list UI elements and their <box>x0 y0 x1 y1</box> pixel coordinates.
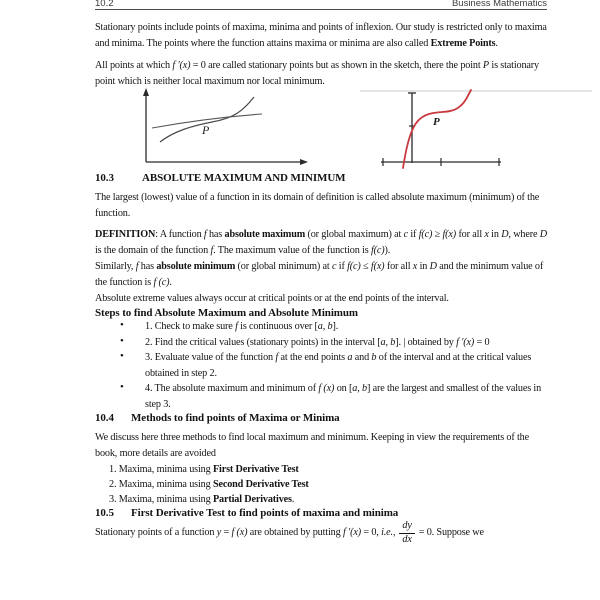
section-title: First Derivative Test to find points of maxima and minima <box>131 507 399 519</box>
fraction-denominator: dx <box>402 533 412 545</box>
list-item: • 2. Find the critical values (stationary points) in the interval [a, b]. | obtained by f ′(x) = 0 <box>120 334 490 348</box>
steps-heading: Steps to find Absolute Maximum and Absolute Minimum <box>95 307 358 319</box>
figure-inflection-sketch <box>140 88 310 172</box>
section-heading-10-4 <box>95 412 551 424</box>
page-content <box>95 0 551 545</box>
list-item: • 1. Check to make sure f is continuous over [a, b]. <box>120 319 339 332</box>
list-item: 2. Maxima, minima using Second Derivative Test <box>109 479 309 490</box>
methods-list <box>95 462 551 507</box>
list-item: 3. Maxima, minima using Partial Derivatives. <box>109 494 295 505</box>
section-number: 10.5 <box>95 507 114 519</box>
x-axis-arrow-icon <box>300 159 308 165</box>
section-number: 10.3 <box>95 172 114 184</box>
paragraph-stationary-sketch: All points at which f ′(x) = 0 are called stationary points but as shown in the sketch, there the point P is stationary point which is neither local maximum nor local minimum. <box>95 60 539 87</box>
section-number: 10.4 <box>95 412 114 424</box>
bullet-icon: • <box>120 319 124 331</box>
figure-row <box>95 88 551 172</box>
book-title: Business Mathematics <box>451 0 547 9</box>
figure-cubic-curve-sketch <box>357 88 597 172</box>
bullet-icon: • <box>120 350 124 362</box>
bullet-icon: • <box>120 381 124 393</box>
paragraph-definition-min: Similarly, f has absolute minimum (or global minimum) at c if f(c) ≤ f(x) for all x in D and the minimum value of the function is f (c). <box>95 261 544 288</box>
section-heading-10-3 <box>95 172 551 184</box>
section-title: Methods to find points of Maxima or Minima <box>131 412 340 424</box>
paragraph-stationary-points: Stationary points include points of maxima, minima and points of inflexion. Our study is restricted only to maxima and minima. The points where the function attains maxima or minima are also called Extreme Points. <box>95 22 547 49</box>
paragraph-methods-intro: We discuss here three methods to find local maximum and minimum. Keeping in view the requirements of the book, more details are avoided <box>95 432 529 459</box>
cubic-curve <box>403 90 471 168</box>
paragraph-absolute-intro: The largest (lowest) value of a function in its domain of definition is called absolute maximum (minimum) of the function. <box>95 192 540 219</box>
dy-dx-fraction <box>399 521 414 545</box>
fraction-numerator: dy <box>399 521 414 534</box>
list-item: • 4. The absolute maximum and minimum of f (x) on [a, b] are the largest and smallest of the values in step 3. <box>120 381 542 410</box>
section-title: ABSOLUTE MAXIMUM AND MINIMUM <box>142 172 346 184</box>
paragraph-first-derivative: Stationary points of a function y = f (x) are obtained by putting f ′(x) = 0, i.e., $\frac{dy}{dx}$ = 0. Suppose we <box>95 520 484 545</box>
paragraph-definition-max: DEFINITION: A function f has absolute maximum (or global maximum) at c if f(c) ≥ f(x) for all x in D, where D is the domain of the function f. The maximum value of the function is f(c)). <box>95 229 547 256</box>
paragraph-extreme-values: Absolute extreme values always occur at critical points or at the end points of the interval. <box>95 293 449 304</box>
bullet-icon: • <box>120 334 124 347</box>
page-number: 10.2 <box>95 0 114 9</box>
list-item: 1. Maxima, minima using First Derivative Test <box>109 464 299 475</box>
point-p-label: P <box>433 116 440 128</box>
list-item: • 3. Evaluate value of the function f at the end points a and b of the interval and at the critical values obtained in step 2. <box>120 350 532 379</box>
section-heading-10-5 <box>95 507 551 519</box>
steps-list <box>95 319 551 412</box>
page-header <box>95 0 547 10</box>
point-p-label: P <box>202 123 210 137</box>
y-axis-arrow-icon <box>143 88 149 96</box>
